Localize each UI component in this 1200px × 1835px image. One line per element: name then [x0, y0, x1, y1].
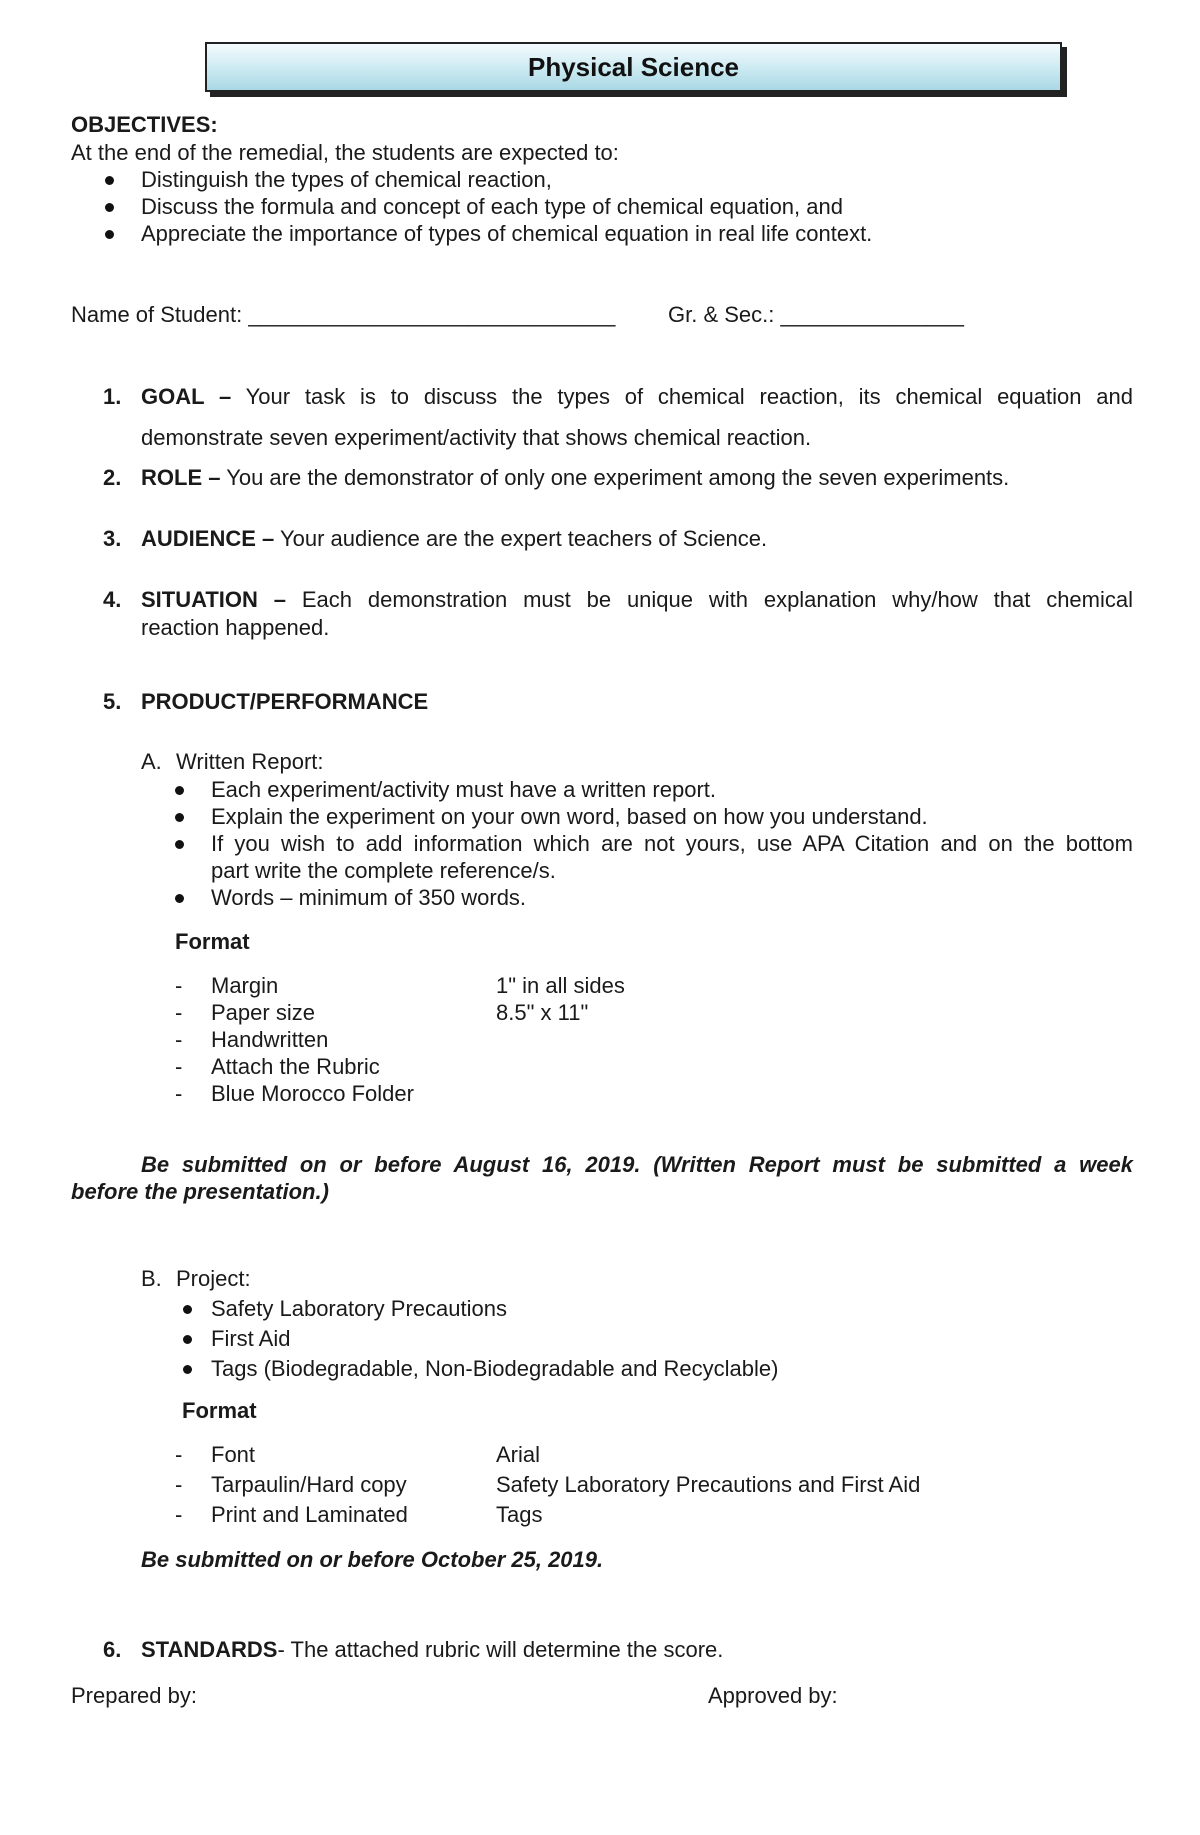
written-report-bullet: If you wish to add information which are not yours, use APA Citation and on the bottom	[211, 831, 1133, 856]
goal-line-1	[141, 383, 1133, 411]
dash-icon: -	[175, 1472, 183, 1497]
bullet-icon	[105, 203, 114, 212]
role-text: You are the demonstrator of only one experiment among the seven experiments.	[226, 465, 1010, 490]
format-label: Margin	[211, 973, 279, 998]
dash-icon: -	[175, 1502, 183, 1527]
situation-text: Each demonstration must be unique with explanation why/how that chemical	[301, 587, 1133, 612]
written-report-format-heading: Format	[175, 929, 250, 954]
written-report-bullet: Explain the experiment on your own word, based on how you understand.	[211, 804, 928, 829]
dash-icon: -	[175, 1442, 183, 1467]
goal-label: GOAL –	[141, 384, 232, 409]
bullet-icon	[105, 230, 114, 239]
objectives-intro: At the end of the remedial, the students are expected to:	[71, 140, 619, 165]
situation-line-2: reaction happened.	[141, 615, 330, 640]
approved-by-label: Approved by:	[708, 1683, 838, 1708]
dash-icon: -	[175, 1027, 183, 1052]
bullet-icon	[175, 786, 184, 795]
format-value: Arial	[496, 1442, 541, 1467]
format-value: 1" in all sides	[496, 973, 625, 998]
bullet-icon	[183, 1335, 192, 1344]
bullet-icon	[183, 1305, 192, 1314]
format-label: Blue Morocco Folder	[211, 1081, 414, 1106]
item-number: 1.	[103, 384, 122, 409]
format-value: 8.5" x 11"	[496, 1000, 589, 1025]
bullet-icon	[175, 894, 184, 903]
bullet-icon	[175, 813, 184, 822]
goal-text: Your task is to discuss the types of chemical reaction, its chemical equation and	[245, 384, 1133, 409]
project-format-heading: Format	[182, 1398, 257, 1423]
title-banner	[205, 42, 1062, 92]
format-label: Print and Laminated	[211, 1502, 408, 1527]
written-report-bullet: Words – minimum of 350 words.	[211, 885, 527, 910]
dash-icon: -	[175, 1000, 183, 1025]
section-letter: A.	[141, 749, 162, 774]
situation-line-1	[141, 586, 1133, 614]
role-line	[141, 464, 1009, 492]
standards-label: STANDARDS	[141, 1637, 278, 1662]
item-number: 3.	[103, 526, 122, 551]
objective-item: Distinguish the types of chemical reaction,	[141, 167, 552, 192]
role-label: ROLE –	[141, 465, 221, 490]
objectives-heading: OBJECTIVES:	[71, 112, 218, 137]
item-number: 5.	[103, 689, 122, 714]
project-bullet: Tags (Biodegradable, Non-Biodegradable and Recyclable)	[211, 1356, 779, 1381]
bullet-icon	[175, 840, 184, 849]
written-report-deadline-continued: before the presentation.)	[71, 1179, 329, 1204]
product-heading: PRODUCT/PERFORMANCE	[141, 689, 429, 714]
format-label: Paper size	[211, 1000, 315, 1025]
project-bullet: Safety Laboratory Precautions	[211, 1296, 507, 1321]
document-title: Physical Science	[527, 51, 740, 82]
format-value: Safety Laboratory Precautions and First Aid	[496, 1472, 921, 1497]
item-number: 2.	[103, 465, 122, 490]
format-label: Handwritten	[211, 1027, 329, 1052]
audience-label: AUDIENCE –	[141, 526, 275, 551]
audience-text: Your audience are the expert teachers of Science.	[279, 526, 768, 551]
format-label: Font	[211, 1442, 256, 1467]
situation-label: SITUATION –	[141, 587, 286, 612]
objective-item: Appreciate the importance of types of chemical equation in real life context.	[141, 221, 873, 246]
format-label: Tarpaulin/Hard copy	[211, 1472, 407, 1497]
prepared-by-label: Prepared by:	[71, 1683, 197, 1708]
project-heading: Project:	[176, 1266, 251, 1291]
bullet-icon	[183, 1365, 192, 1374]
dash-icon: -	[175, 1081, 183, 1106]
written-report-heading: Written Report:	[176, 749, 324, 774]
audience-line	[141, 525, 767, 553]
dash-icon: -	[175, 973, 183, 998]
student-name-field: Name of Student: ______________________________	[71, 302, 616, 327]
item-number: 6.	[103, 1637, 122, 1662]
dash-icon: -	[175, 1054, 183, 1079]
objective-item: Discuss the formula and concept of each type of chemical equation, and	[141, 194, 843, 219]
goal-line-2: demonstrate seven experiment/activity that shows chemical reaction.	[141, 425, 812, 450]
project-deadline: Be submitted on or before October 25, 2019.	[141, 1547, 604, 1572]
format-label: Attach the Rubric	[211, 1054, 380, 1079]
standards-text: - The attached rubric will determine the score.	[277, 1637, 724, 1662]
bullet-icon	[105, 176, 114, 185]
format-value: Tags	[496, 1502, 543, 1527]
written-report-bullet: Each experiment/activity must have a written report.	[211, 777, 716, 802]
standards-line	[141, 1636, 723, 1664]
project-bullet: First Aid	[211, 1326, 291, 1351]
written-report-bullet-continued: part write the complete reference/s.	[211, 858, 556, 883]
section-letter: B.	[141, 1266, 162, 1291]
item-number: 4.	[103, 587, 122, 612]
grade-section-field: Gr. & Sec.: _______________	[668, 302, 965, 327]
written-report-deadline: Be submitted on or before August 16, 2019. (Written Report must be submitted a week	[141, 1152, 1133, 1177]
